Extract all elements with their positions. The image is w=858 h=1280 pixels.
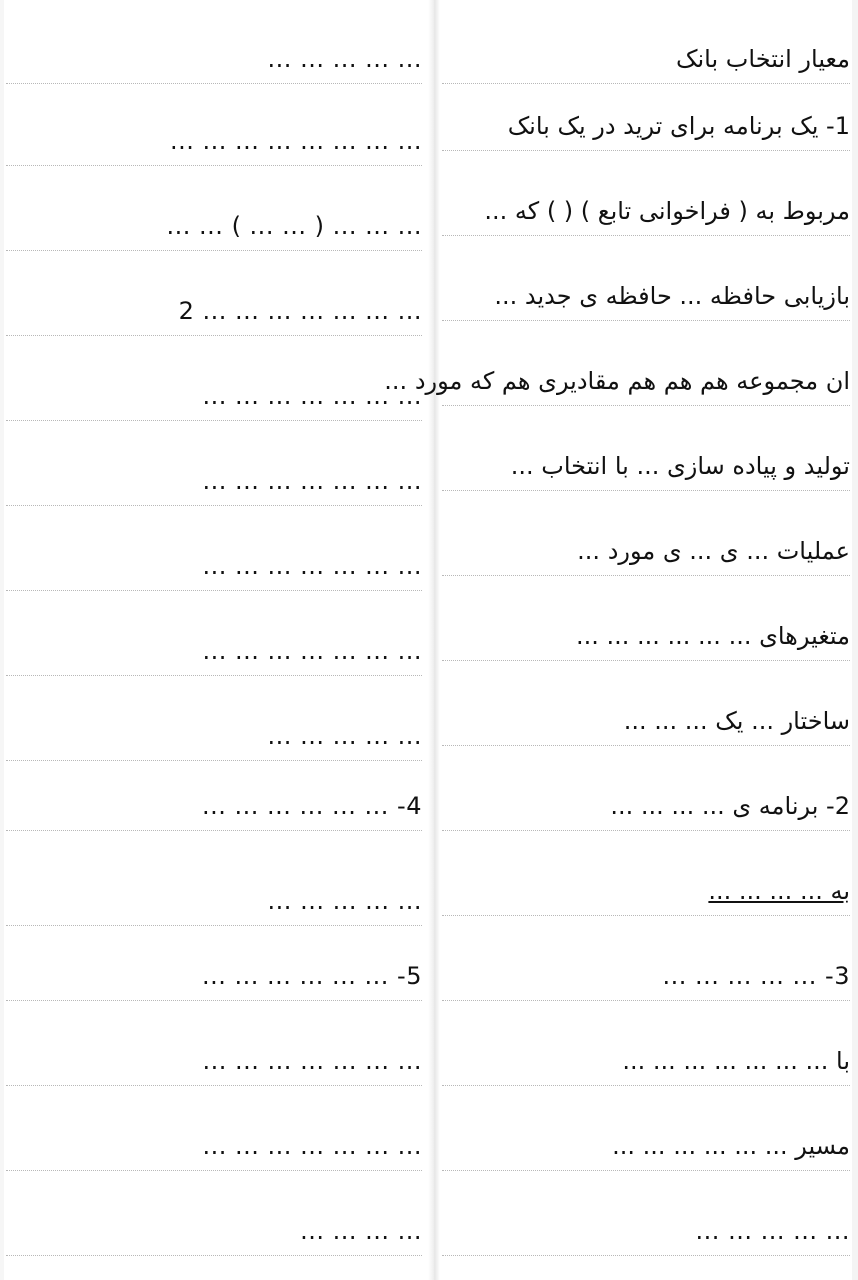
- left-line-5: ... ... ... ... ... ... ...: [6, 371, 422, 421]
- left-line-13: ... ... ... ... ... ... ...: [6, 1036, 422, 1086]
- right-line-11-text: به ... ... ... ...: [708, 877, 850, 905]
- right-line-15: ... ... ... ... ...: [442, 1206, 850, 1256]
- left-line-11: ... ... ... ... ...: [6, 876, 422, 926]
- right-line-8: متغیرهای ... ... ... ... ... ...: [442, 611, 850, 661]
- left-page-column: [6, 0, 422, 1280]
- left-line-10: 4- ... ... ... ... ... ...: [6, 781, 422, 831]
- left-line-12: 5- ... ... ... ... ... ...: [6, 951, 422, 1001]
- right-line-14: مسیر ... ... ... ... ... ...: [442, 1121, 850, 1171]
- left-line-15: ... ... ... ...: [6, 1206, 422, 1256]
- right-line-10: 2- برنامه ی ... ... ... ...: [442, 781, 850, 831]
- left-line-7: ... ... ... ... ... ... ...: [6, 541, 422, 591]
- left-line-9: ... ... ... ... ...: [6, 711, 422, 761]
- right-line-12: 3- ... ... ... ... ...: [442, 951, 850, 1001]
- right-line-11: [442, 866, 850, 916]
- right-line-7: عملیات ... ی ... ی مورد ...: [442, 526, 850, 576]
- page-edge-right: [852, 0, 858, 1280]
- left-line-6: ... ... ... ... ... ... ...: [6, 456, 422, 506]
- spread-divider: [428, 0, 440, 1280]
- right-line-13: با ... ... ... ... ... ... ...: [442, 1036, 850, 1086]
- right-line-5: ان مجموعه هم هم هم مقادیری هم که مورد ...: [442, 356, 850, 406]
- right-line-1: معیار انتخاب بانک: [442, 34, 850, 84]
- left-line-8: ... ... ... ... ... ... ...: [6, 626, 422, 676]
- right-line-3: مربوط به ( فراخوانی تابع ) ( ) که ...: [442, 186, 850, 236]
- right-line-9: ساختار ... یک ... ... ...: [442, 696, 850, 746]
- left-line-14: ... ... ... ... ... ... ...: [6, 1121, 422, 1171]
- page-edge-left: [0, 0, 4, 1280]
- right-line-4: بازیابی حافظه ... حافظه ی جدید ...: [442, 271, 850, 321]
- right-page-column: [384, 0, 850, 1280]
- left-line-1: ... ... ... ... ...: [6, 34, 422, 84]
- left-line-3: ... ... ... ( ... ... ) ... ...: [6, 201, 422, 251]
- right-line-6: تولید و پیاده سازی ... با انتخاب ...: [442, 441, 850, 491]
- right-line-2: 1- یک برنامه برای ترید در یک بانک: [442, 101, 850, 151]
- left-line-2: ... ... ... ... ... ... ... ...: [6, 116, 422, 166]
- left-line-4: ... ... ... ... ... ... ... 2: [6, 286, 422, 336]
